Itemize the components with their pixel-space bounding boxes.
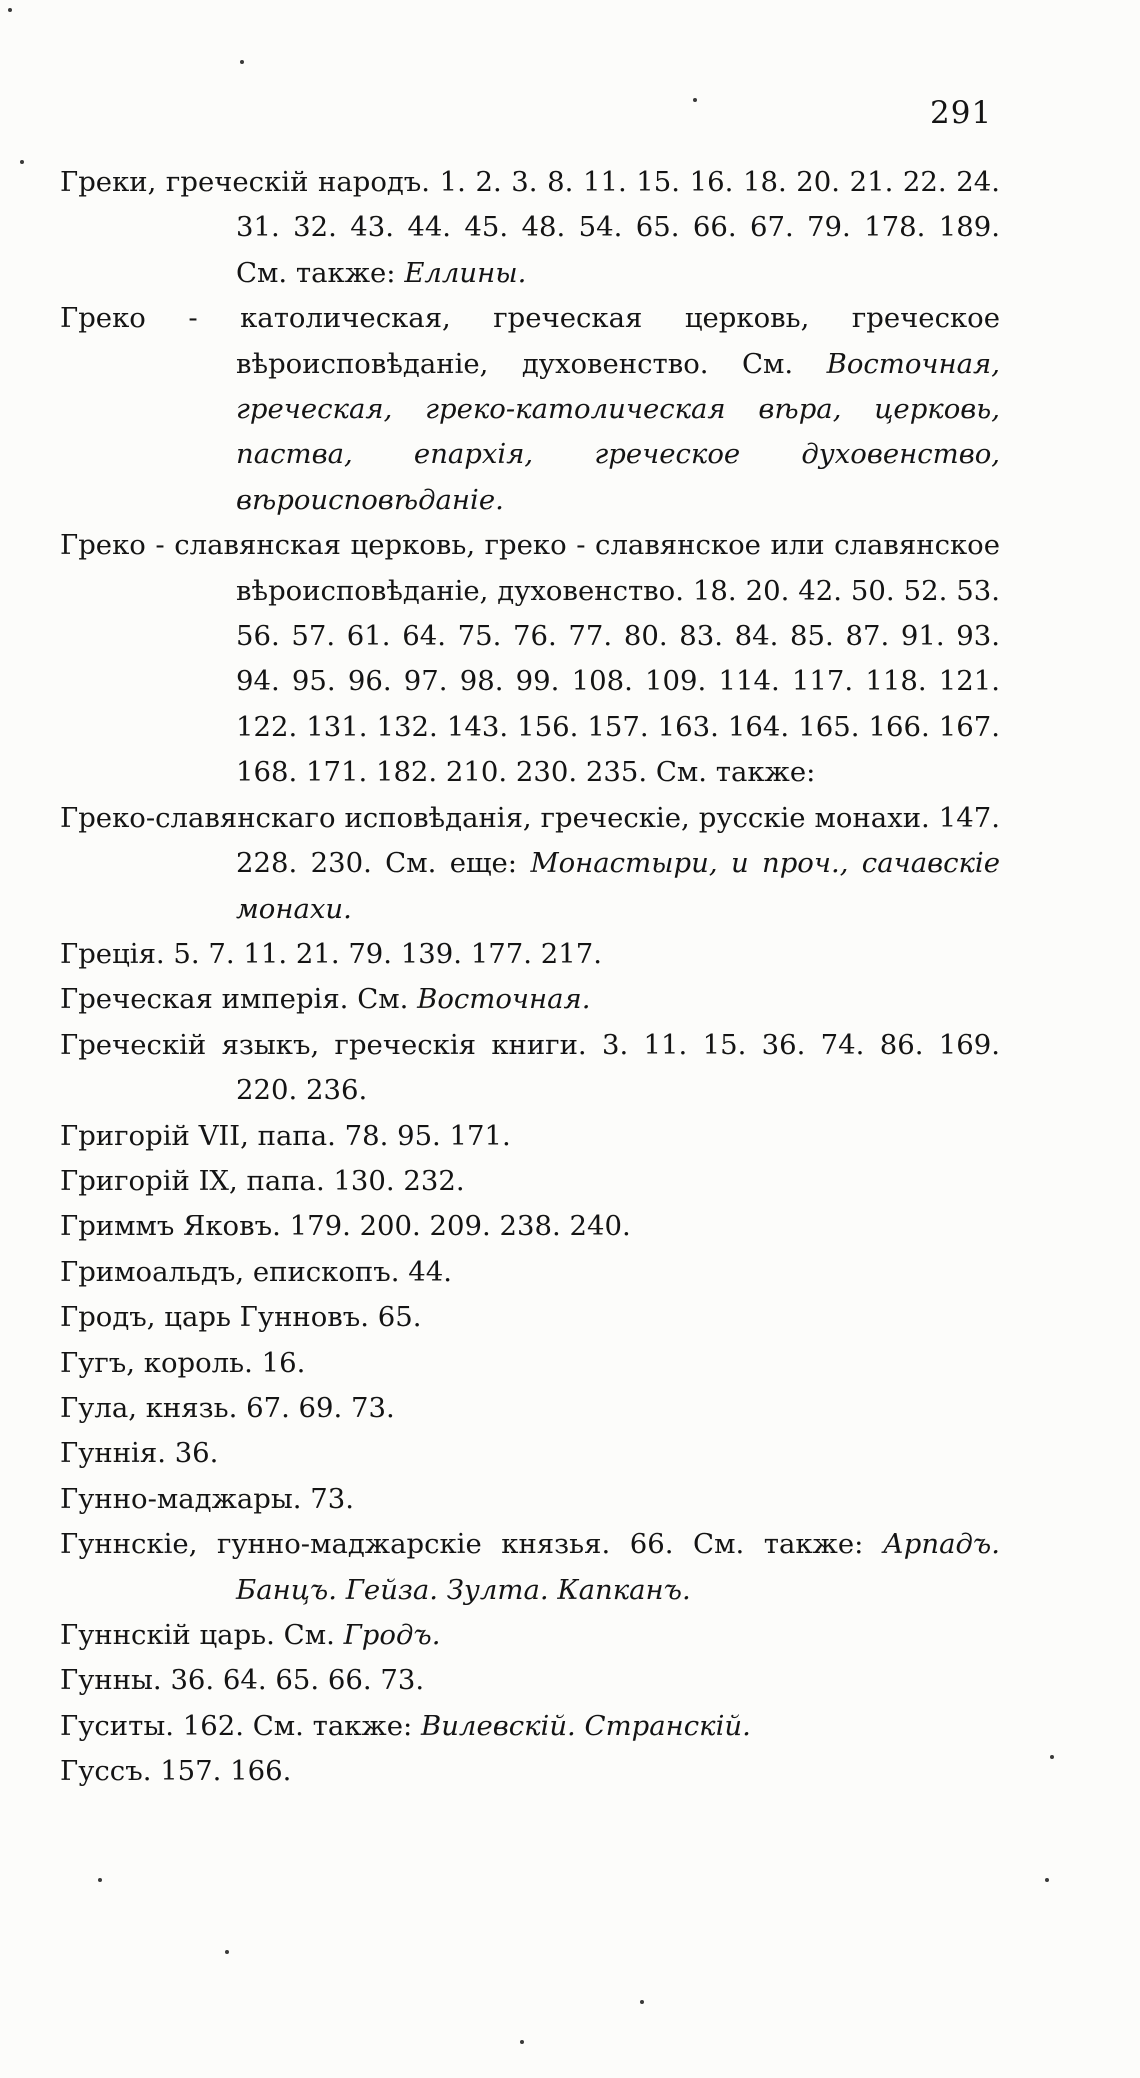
entry-term: Гугъ, король. [60,1346,253,1379]
entry-term: Гримоальдъ, епископъ. [60,1255,400,1288]
entry-see-label: См. [357,983,409,1016]
index-entry [60,1295,1000,1340]
entry-see-ref: Восточная. [417,983,591,1016]
scan-speck [520,2040,524,2044]
index-entry [60,1704,1000,1749]
entry-pages: 16. [261,1346,306,1379]
index-entry [60,1431,1000,1476]
entry-term: Гуссъ. [60,1755,152,1788]
entry-pages: 36. 64. 65. 66. 73. [170,1664,425,1697]
entry-see-label: См. [741,347,794,380]
index-entry [60,1386,1000,1431]
entry-term: Греко - славянская церковь, греко - славянское или славянское вѣроисповѣданіе, духовенство. [60,529,1000,607]
entry-pages: 44. [408,1255,452,1288]
index-entry [60,932,1000,977]
entry-term: Гула, князь. [60,1391,238,1424]
entry-see-ref: Гродъ. [343,1619,441,1651]
entry-see-ref: Вилевскій. Странскій. [421,1709,751,1742]
entry-pages: 5. 7. 11. 21. 79. 139. 177. 217. [173,937,602,970]
entry-term: Греція. [60,937,165,970]
index-entry [60,1658,1000,1703]
entry-see-label: См. также: [252,1709,413,1742]
index-entry [60,1477,1000,1522]
entry-see-ref: Монастыри, и проч., сачавскіе монахи. [236,847,1001,925]
scan-speck [98,1878,102,1882]
entry-term: Гродъ, царь Гунновъ. [60,1301,369,1334]
scan-speck [8,8,12,12]
entry-term: Греческій языкъ, греческія книги. [60,1028,587,1061]
entry-pages: 73. [310,1482,355,1515]
entry-term: Григорій IX, папа. [60,1164,325,1197]
index-entry [60,1522,1000,1613]
entry-pages: 157. 166. [160,1755,292,1788]
entry-pages: 162. [182,1709,244,1742]
entry-see-label: См. [283,1619,335,1651]
entry-see-label: См. также: [236,256,396,289]
index-entry [60,977,1000,1022]
entry-pages: 65. [377,1301,422,1334]
index-entry [60,1204,1000,1249]
entry-pages: 66. [629,1528,674,1561]
index-entry [60,1159,1000,1204]
entry-pages: 36. [174,1437,219,1470]
index-entry [60,1023,1000,1114]
entry-pages: 78. 95. 171. [344,1119,511,1152]
page-number: 291 [930,95,993,131]
entry-term: Греко - католическая, греческая церковь, греческое вѣроисповѣданіе, духовенство. [60,302,1000,380]
scan-speck [225,1950,229,1954]
entry-term: Гуннскій царь. [60,1619,275,1651]
index-entries [60,160,1000,1795]
scan-speck [640,2000,644,2004]
scan-speck [1050,1755,1054,1759]
entry-term: Гуситы. [60,1709,174,1742]
entry-pages: 179. 200. 209. 238. 240. [289,1210,631,1243]
index-entry [60,796,1000,932]
entry-pages: 1. 2. 3. 8. 11. 15. 16. 18. 20. 21. 22. 24. 31. 32. 43. 44. 45. 48. 54. 65. 66. 67. 79. 178. 189. [236,166,1000,244]
entry-see-ref: Арпадъ. Банцъ. Гейза. Зулта. Капканъ. [236,1528,1000,1606]
entry-term: Григорій VII, папа. [60,1119,336,1152]
entry-term: Гунны. [60,1664,162,1697]
scan-speck [240,60,244,64]
index-entry [60,160,1000,296]
scan-speck [20,160,24,164]
entry-pages: 18. 20. 42. 50. 52. 53. 56. 57. 61. 64. 75. 76. 77. 80. 83. 84. 85. 87. 91. 93. 94. 95. 96. 97. 98. 99. 108. 109. 114. 117. 118. 121. 122. 131. 132. 143. 156. 157. 163. 164. 165. 166. 167. 168. 171. 182. 210. 230. 235. [236,574,1000,789]
index-entry [60,1114,1000,1159]
index-entry [60,296,1000,523]
index-entry [60,1613,1000,1658]
entry-pages: 67. 69. 73. [246,1391,395,1424]
entry-see-ref: Еллины. [404,256,527,289]
entry-term: Гуннія. [60,1437,166,1470]
entry-see-ref: Восточная, греческая, греко-католическая вѣра, церковь, паства, епархія, греческое духовенство, вѣроисповѣданіе. [236,347,1000,516]
entry-see-label: См. еще: [385,847,518,880]
entry-term: Греческая имперія. [60,983,349,1016]
entry-pages: 3. 11. 15. 36. 74. 86. 169. 220. 236. [236,1028,1001,1107]
index-entry [60,523,1000,795]
index-entry [60,1749,1000,1794]
scan-speck [1045,1878,1049,1882]
entry-see-label: См. также: [655,756,816,789]
entry-pages: 130. 232. [333,1164,465,1197]
entry-term: Греки, греческій народъ. [60,166,431,198]
entry-pages: 147. 228. 230. [236,801,1000,880]
entry-see-label: См. также: [693,1528,864,1561]
index-entry [60,1341,1000,1386]
entry-term: Гунно-маджары. [60,1482,302,1515]
entry-term: Гуннскіе, гунно-маджарскіе князья. [60,1528,611,1561]
entry-term: Гриммъ Яковъ. [60,1210,281,1243]
index-entry [60,1250,1000,1295]
entry-term: Греко-славянскаго исповѣданія, греческіе, русскіе монахи. [60,801,930,834]
scan-speck [693,98,697,102]
